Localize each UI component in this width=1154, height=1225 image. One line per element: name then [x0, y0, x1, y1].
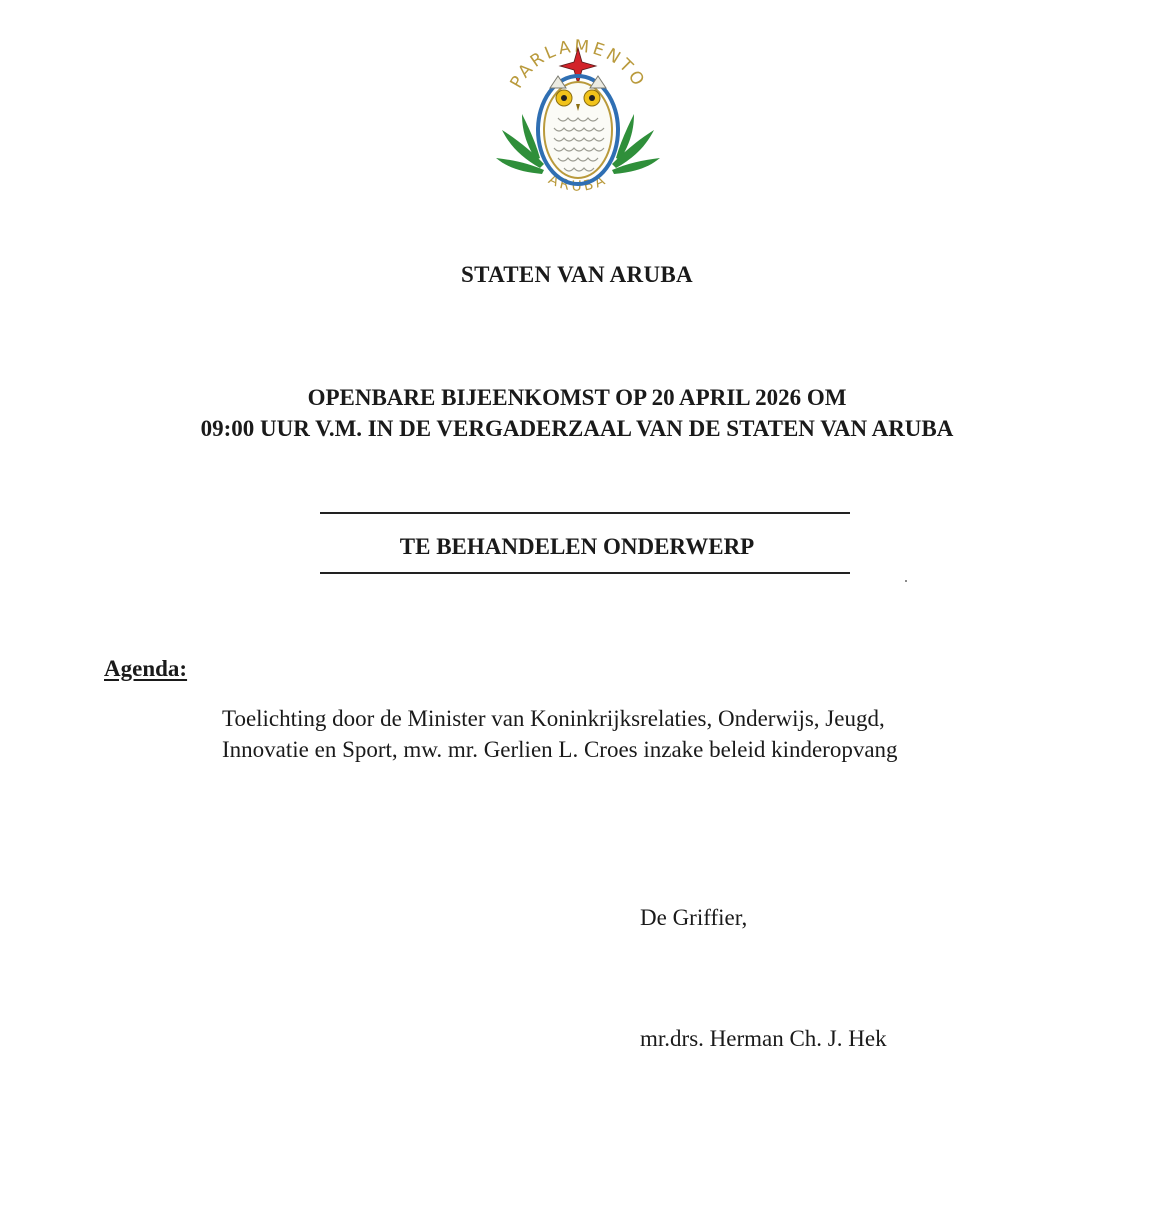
scan-speck: [905, 580, 907, 582]
subject-heading: TE BEHANDELEN ONDERWERP: [399, 534, 755, 559]
divider-bottom: [320, 572, 850, 574]
svg-text:ARUBA: ARUBA: [545, 171, 611, 195]
agenda-label: Agenda:: [104, 656, 188, 681]
agenda-item: [222, 703, 1082, 765]
meeting-title: [0, 382, 1154, 444]
signature-closing: De Griffier,: [640, 905, 748, 930]
signatory-name: mr.drs. Herman Ch. J. Hek: [640, 1026, 887, 1051]
agenda-item-line-1: Toelichting door de Minister van Koninkrijksrelaties, Onderwijs, Jeugd,: [222, 706, 885, 731]
agenda-item-line-2: Innovatie en Sport, mw. mr. Gerlien L. Croes inzake beleid kinderopvang: [222, 737, 898, 762]
svg-text:PARLAMENTO: PARLAMENTO: [506, 36, 650, 92]
parlamento-aruba-logo: [492, 18, 664, 214]
divider-top: [320, 512, 850, 514]
organization-title: STATEN VAN ARUBA: [461, 262, 693, 287]
meeting-title-line-2: 09:00 UUR V.M. IN DE VERGADERZAAL VAN DE STATEN VAN ARUBA: [200, 416, 954, 441]
meeting-title-line-1: OPENBARE BIJEENKOMST OP 20 APRIL 2026 OM: [307, 385, 847, 410]
